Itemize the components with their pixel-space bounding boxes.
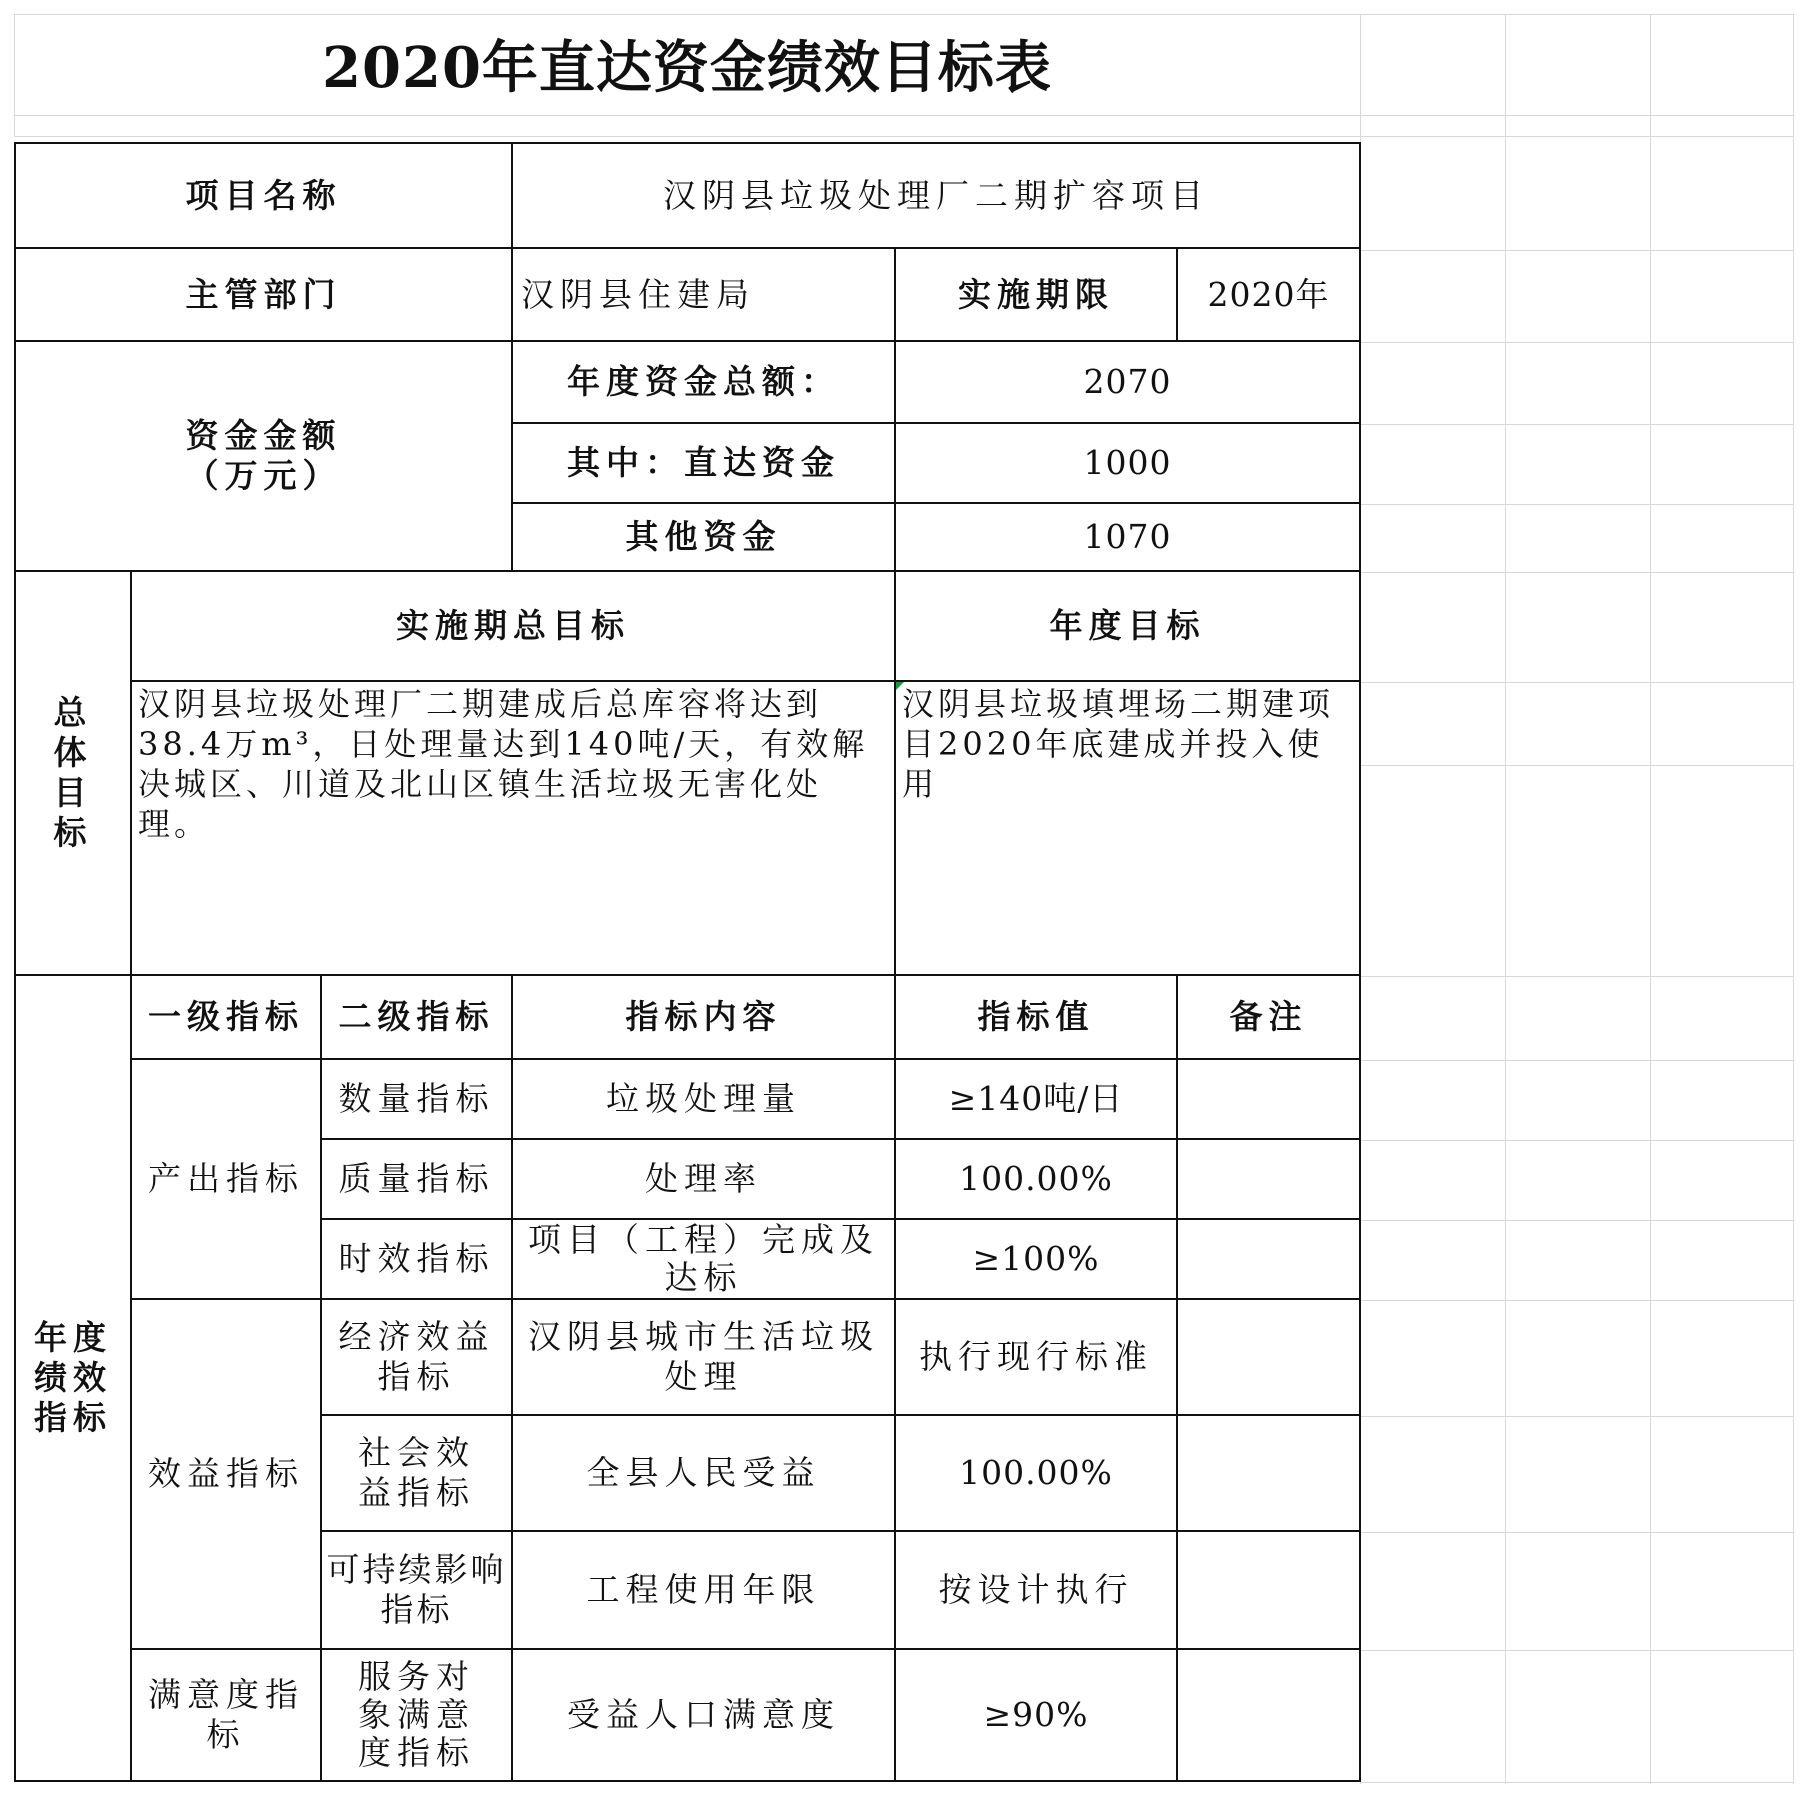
table-row-value: ≥140吨/日 <box>948 1079 1124 1118</box>
department-value: 汉阴县住建局 <box>521 274 755 314</box>
funds-direct-value: 1000 <box>1083 443 1172 482</box>
table-row-content: 工程使用年限 <box>586 1570 821 1609</box>
table-row-level2: 服务对象满意度指标 <box>358 1657 475 1772</box>
table-row-value: 100.00% <box>959 1453 1113 1492</box>
table-row-value: ≥90% <box>983 1695 1089 1734</box>
table-row-level2: 经济效益指标 <box>338 1317 495 1396</box>
remark-header: 备注 <box>1229 997 1308 1036</box>
content-header: 指标内容 <box>625 997 782 1036</box>
table-row-content: 项目（工程）完成及达标 <box>528 1220 879 1297</box>
funds-label-line2: （万元） <box>185 456 342 495</box>
table-row-content: 汉阴县城市生活垃圾处理 <box>528 1317 879 1396</box>
table-row-content: 垃圾处理量 <box>606 1079 801 1118</box>
funds-total-label: 年度资金总额： <box>567 362 840 401</box>
page-title: 2020年直达资金绩效目标表 <box>322 34 1052 101</box>
table-row-value: ≥100% <box>972 1239 1100 1278</box>
funds-other-value: 1070 <box>1083 517 1172 556</box>
value-header: 指标值 <box>977 997 1095 1036</box>
group-output: 产出指标 <box>148 1159 304 1198</box>
period-value: 2020年 <box>1207 274 1330 314</box>
level2-header: 二级指标 <box>338 997 495 1036</box>
funds-other-label: 其他资金 <box>625 517 782 556</box>
department-label: 主管部门 <box>185 274 342 314</box>
table-row-level2: 时效指标 <box>338 1239 495 1278</box>
project-name-value: 汉阴县垃圾处理厂二期扩容项目 <box>663 175 1209 215</box>
funds-direct-label: 其中：直达资金 <box>567 443 840 482</box>
indicators-side-label: 年度 绩效 指标 <box>34 1318 112 1437</box>
table-row-level2: 社会效益指标 <box>358 1433 475 1512</box>
project-name-label: 项目名称 <box>185 175 342 215</box>
group-satisfaction: 满意度指标 <box>148 1675 304 1754</box>
table-row-level2: 数量指标 <box>338 1079 495 1118</box>
annual-goal-header: 年度目标 <box>1049 606 1206 645</box>
table-row-content: 受益人口满意度 <box>567 1695 840 1734</box>
period-label: 实施期限 <box>958 274 1114 314</box>
table-row-value: 100.00% <box>959 1159 1113 1198</box>
funds-label-line1: 资金金额 <box>185 416 342 455</box>
overall-goal-side-label: 总 体 目 标 <box>53 693 93 852</box>
table-row-content: 全县人民受益 <box>586 1453 821 1492</box>
table-row-value: 按设计执行 <box>938 1570 1134 1609</box>
period-goal-header: 实施期总目标 <box>396 606 630 645</box>
group-benefit: 效益指标 <box>148 1454 304 1493</box>
table-row-content: 处理率 <box>645 1159 762 1198</box>
period-goal-text: 汉阴县垃圾处理厂二期建成后总库容将达到38.4万m³，日处理量达到140吨/天，有效解决城区、川道及北山区镇生活垃圾无害化处理。 <box>138 685 869 843</box>
table-row-value: 执行现行标准 <box>919 1337 1153 1376</box>
table-row-level2: 质量指标 <box>338 1159 495 1198</box>
funds-total-value: 2070 <box>1083 362 1172 401</box>
funds-label <box>16 342 511 570</box>
level1-header: 一级指标 <box>148 997 304 1036</box>
annual-goal-text: 汉阴县垃圾填埋场二期建项目2020年底建成并投入使用 <box>902 685 1335 803</box>
table-row-level2: 可持续影响指标 <box>326 1550 507 1629</box>
